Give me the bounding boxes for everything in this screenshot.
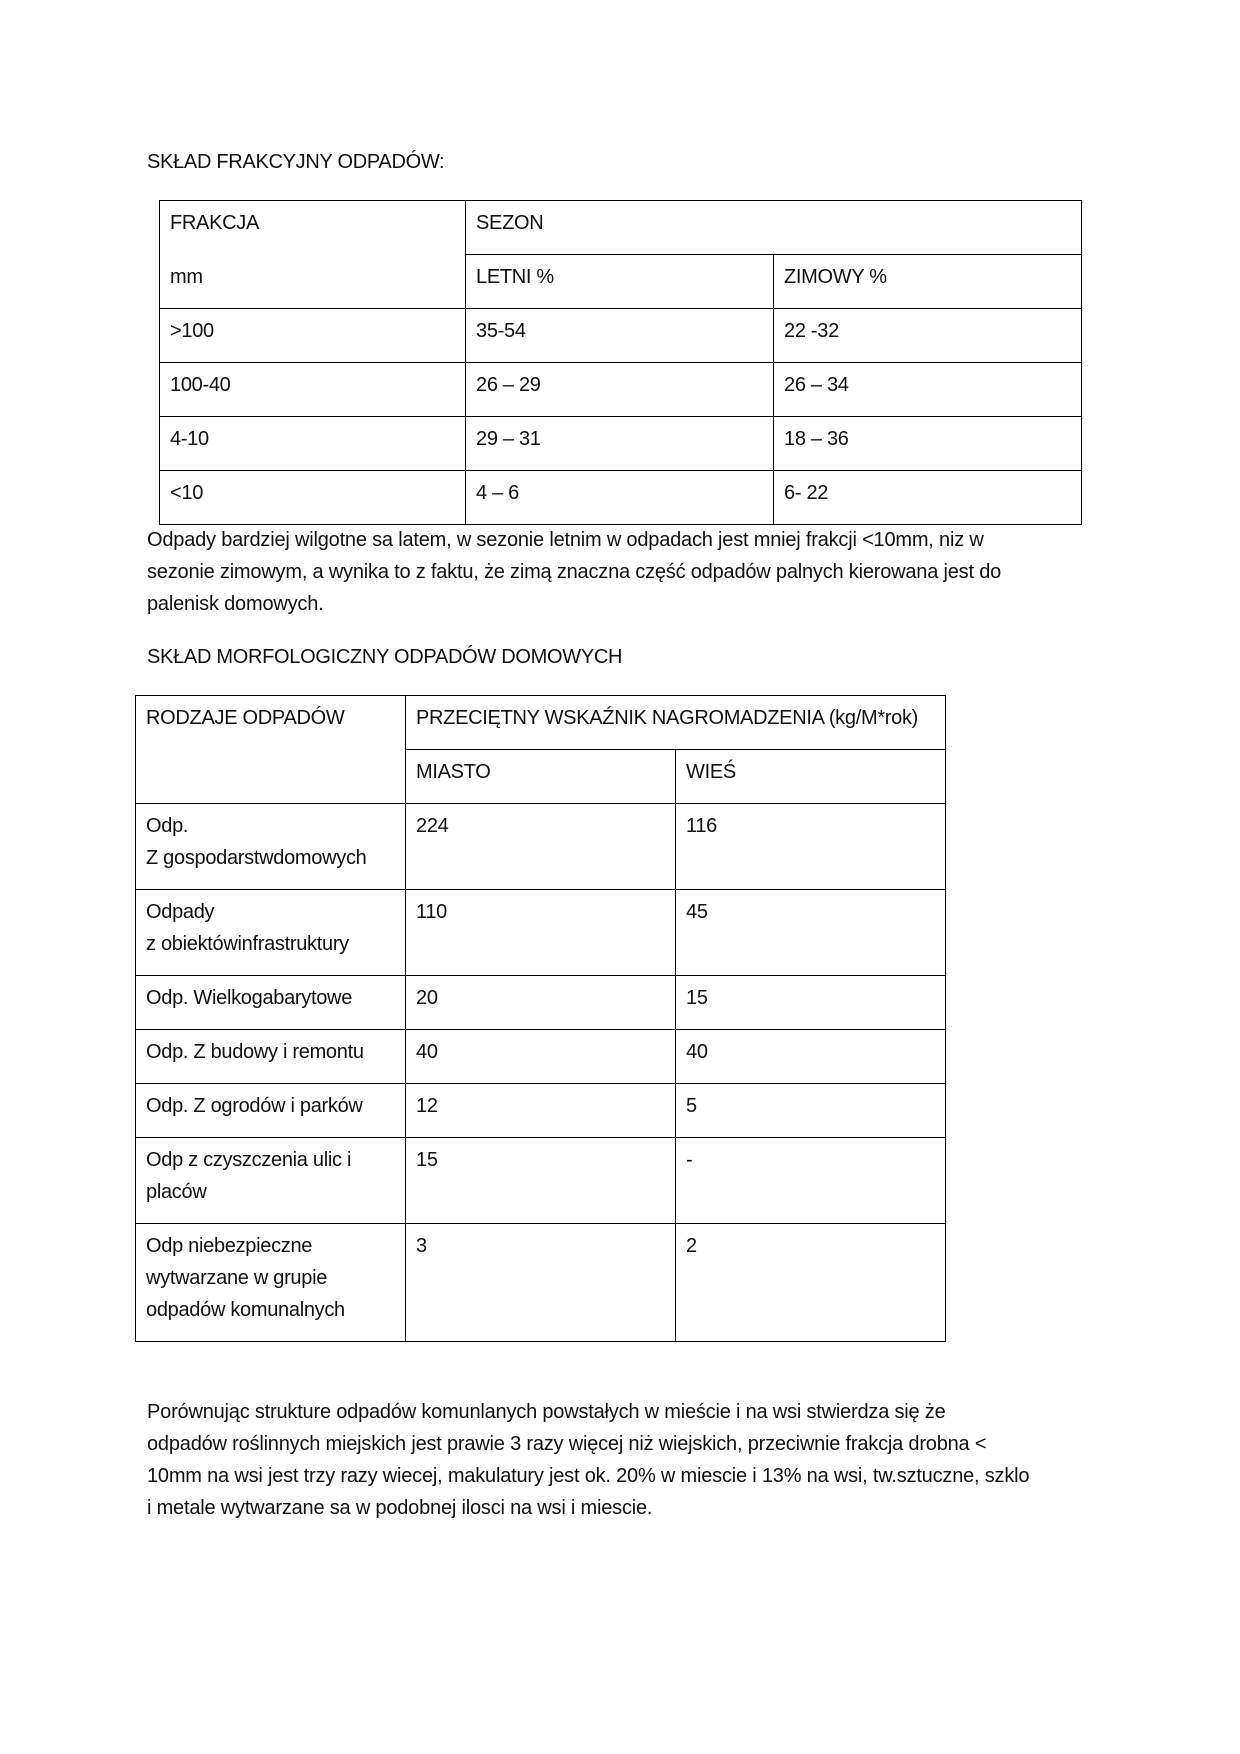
rodzaj-line: Odpady bbox=[146, 901, 215, 923]
wies-cell: - bbox=[676, 1138, 946, 1224]
rodzaj-line: wytwarzane w grupie bbox=[146, 1267, 328, 1289]
zimowy-cell: 18 – 36 bbox=[774, 417, 1082, 471]
rodzaj-line: z obiektówinfrastruktury bbox=[146, 933, 349, 955]
letni-cell: 29 – 31 bbox=[466, 417, 774, 471]
wskaznik-label: PRZECIĘTNY WSKAŹNIK NAGROMADZENIA (kg/M*rok) bbox=[416, 707, 919, 729]
wies-cell: 116 bbox=[676, 804, 946, 890]
rodzaj-cell bbox=[136, 1030, 406, 1084]
section1-heading: SKŁAD FRAKCYJNY ODPADÓW: bbox=[147, 151, 445, 173]
fraction-table bbox=[159, 200, 1082, 525]
rodzaje-label: RODZAJE ODPADÓW bbox=[146, 707, 345, 729]
miasto-cell: 40 bbox=[406, 1030, 676, 1084]
letni-cell: 35-54 bbox=[466, 309, 774, 363]
table-row bbox=[160, 471, 1082, 525]
miasto-header-cell bbox=[406, 750, 676, 804]
rodzaj-line: Odp. Z ogrodów i parków bbox=[146, 1095, 363, 1117]
wies-cell: 15 bbox=[676, 976, 946, 1030]
zimowy-cell: 26 – 34 bbox=[774, 363, 1082, 417]
letni-label: LETNI % bbox=[476, 266, 554, 288]
table-row bbox=[160, 417, 1082, 471]
frakcja-cell: <10 bbox=[160, 471, 466, 525]
rodzaje-header-cell bbox=[136, 696, 406, 804]
table-row bbox=[160, 363, 1082, 417]
letni-cell: 4 – 6 bbox=[466, 471, 774, 525]
paragraph-line: Odpady bardziej wilgotne sa latem, w sezonie letnim w odpadach jest mniej frakcji <10mm, niz w bbox=[147, 529, 984, 551]
table-row bbox=[136, 1084, 946, 1138]
rodzaj-line: odpadów komunalnych bbox=[146, 1299, 345, 1321]
rodzaj-line: Odp niebezpieczne bbox=[146, 1235, 313, 1257]
paragraph-line: palenisk domowych. bbox=[147, 593, 324, 615]
frakcja-cell: 4-10 bbox=[160, 417, 466, 471]
paragraph-line: sezonie zimowym, a wynika to z faktu, że zimą znaczna część odpadów palnych kierowana jest do bbox=[147, 561, 1002, 583]
frakcja-header-cell bbox=[160, 201, 466, 309]
frakcja-cell: >100 bbox=[160, 309, 466, 363]
rodzaj-cell bbox=[136, 976, 406, 1030]
miasto-cell: 15 bbox=[406, 1138, 676, 1224]
rodzaj-cell bbox=[136, 1138, 406, 1224]
letni-header-cell bbox=[466, 255, 774, 309]
section1-paragraph bbox=[147, 524, 1001, 620]
rodzaj-line: Z gospodarstwdomowych bbox=[146, 847, 367, 869]
table-row bbox=[160, 309, 1082, 363]
paragraph-line: i metale wytwarzane sa w podobnej ilosci na wsi i miescie. bbox=[147, 1497, 653, 1519]
rodzaj-cell bbox=[136, 1084, 406, 1138]
sezon-label: SEZON bbox=[476, 212, 544, 234]
section2-paragraph bbox=[147, 1396, 1029, 1524]
rodzaj-line: Odp. Z budowy i remontu bbox=[146, 1041, 364, 1063]
paragraph-line: Porównując strukture odpadów komunlanych powstałych w mieście i na wsi stwierdza się że bbox=[147, 1401, 946, 1423]
wskaznik-header-cell bbox=[406, 696, 946, 750]
table-row bbox=[136, 1138, 946, 1224]
rodzaj-line: Odp. bbox=[146, 815, 189, 837]
table-row bbox=[136, 1224, 946, 1342]
table-row bbox=[136, 976, 946, 1030]
zimowy-cell: 6- 22 bbox=[774, 471, 1082, 525]
rodzaj-line: Odp. Wielkogabarytowe bbox=[146, 987, 353, 1009]
rodzaj-line: placów bbox=[146, 1181, 207, 1203]
unit-label: mm bbox=[170, 266, 203, 288]
miasto-cell: 224 bbox=[406, 804, 676, 890]
miasto-cell: 110 bbox=[406, 890, 676, 976]
paragraph-line: odpadów roślinnych miejskich jest prawie 3 razy więcej niż wiejskich, przeciwnie frakcja drobna < bbox=[147, 1433, 987, 1455]
miasto-label: MIASTO bbox=[416, 761, 491, 783]
frakcja-label: FRAKCJA bbox=[170, 212, 260, 234]
paragraph-line: 10mm na wsi jest trzy razy wiecej, makulatury jest ok. 20% w miescie i 13% na wsi, tw.sztuczne, szklo bbox=[147, 1465, 1030, 1487]
frakcja-cell: 100-40 bbox=[160, 363, 466, 417]
table-row bbox=[136, 890, 946, 976]
table-row bbox=[136, 804, 946, 890]
wies-cell: 45 bbox=[676, 890, 946, 976]
miasto-cell: 3 bbox=[406, 1224, 676, 1342]
wies-cell: 40 bbox=[676, 1030, 946, 1084]
rodzaj-line: Odp z czyszczenia ulic i bbox=[146, 1149, 352, 1171]
section2-heading: SKŁAD MORFOLOGICZNY ODPADÓW DOMOWYCH bbox=[147, 646, 623, 668]
rodzaj-cell bbox=[136, 1224, 406, 1342]
morphology-table bbox=[135, 695, 946, 1342]
table-row bbox=[136, 1030, 946, 1084]
miasto-cell: 12 bbox=[406, 1084, 676, 1138]
wies-label: WIEŚ bbox=[686, 761, 736, 783]
sezon-header-cell bbox=[466, 201, 1082, 255]
rodzaj-cell bbox=[136, 804, 406, 890]
wies-cell: 5 bbox=[676, 1084, 946, 1138]
zimowy-label: ZIMOWY % bbox=[784, 266, 887, 288]
wies-cell: 2 bbox=[676, 1224, 946, 1342]
letni-cell: 26 – 29 bbox=[466, 363, 774, 417]
zimowy-cell: 22 -32 bbox=[774, 309, 1082, 363]
zimowy-header-cell bbox=[774, 255, 1082, 309]
miasto-cell: 20 bbox=[406, 976, 676, 1030]
rodzaj-cell bbox=[136, 890, 406, 976]
wies-header-cell bbox=[676, 750, 946, 804]
